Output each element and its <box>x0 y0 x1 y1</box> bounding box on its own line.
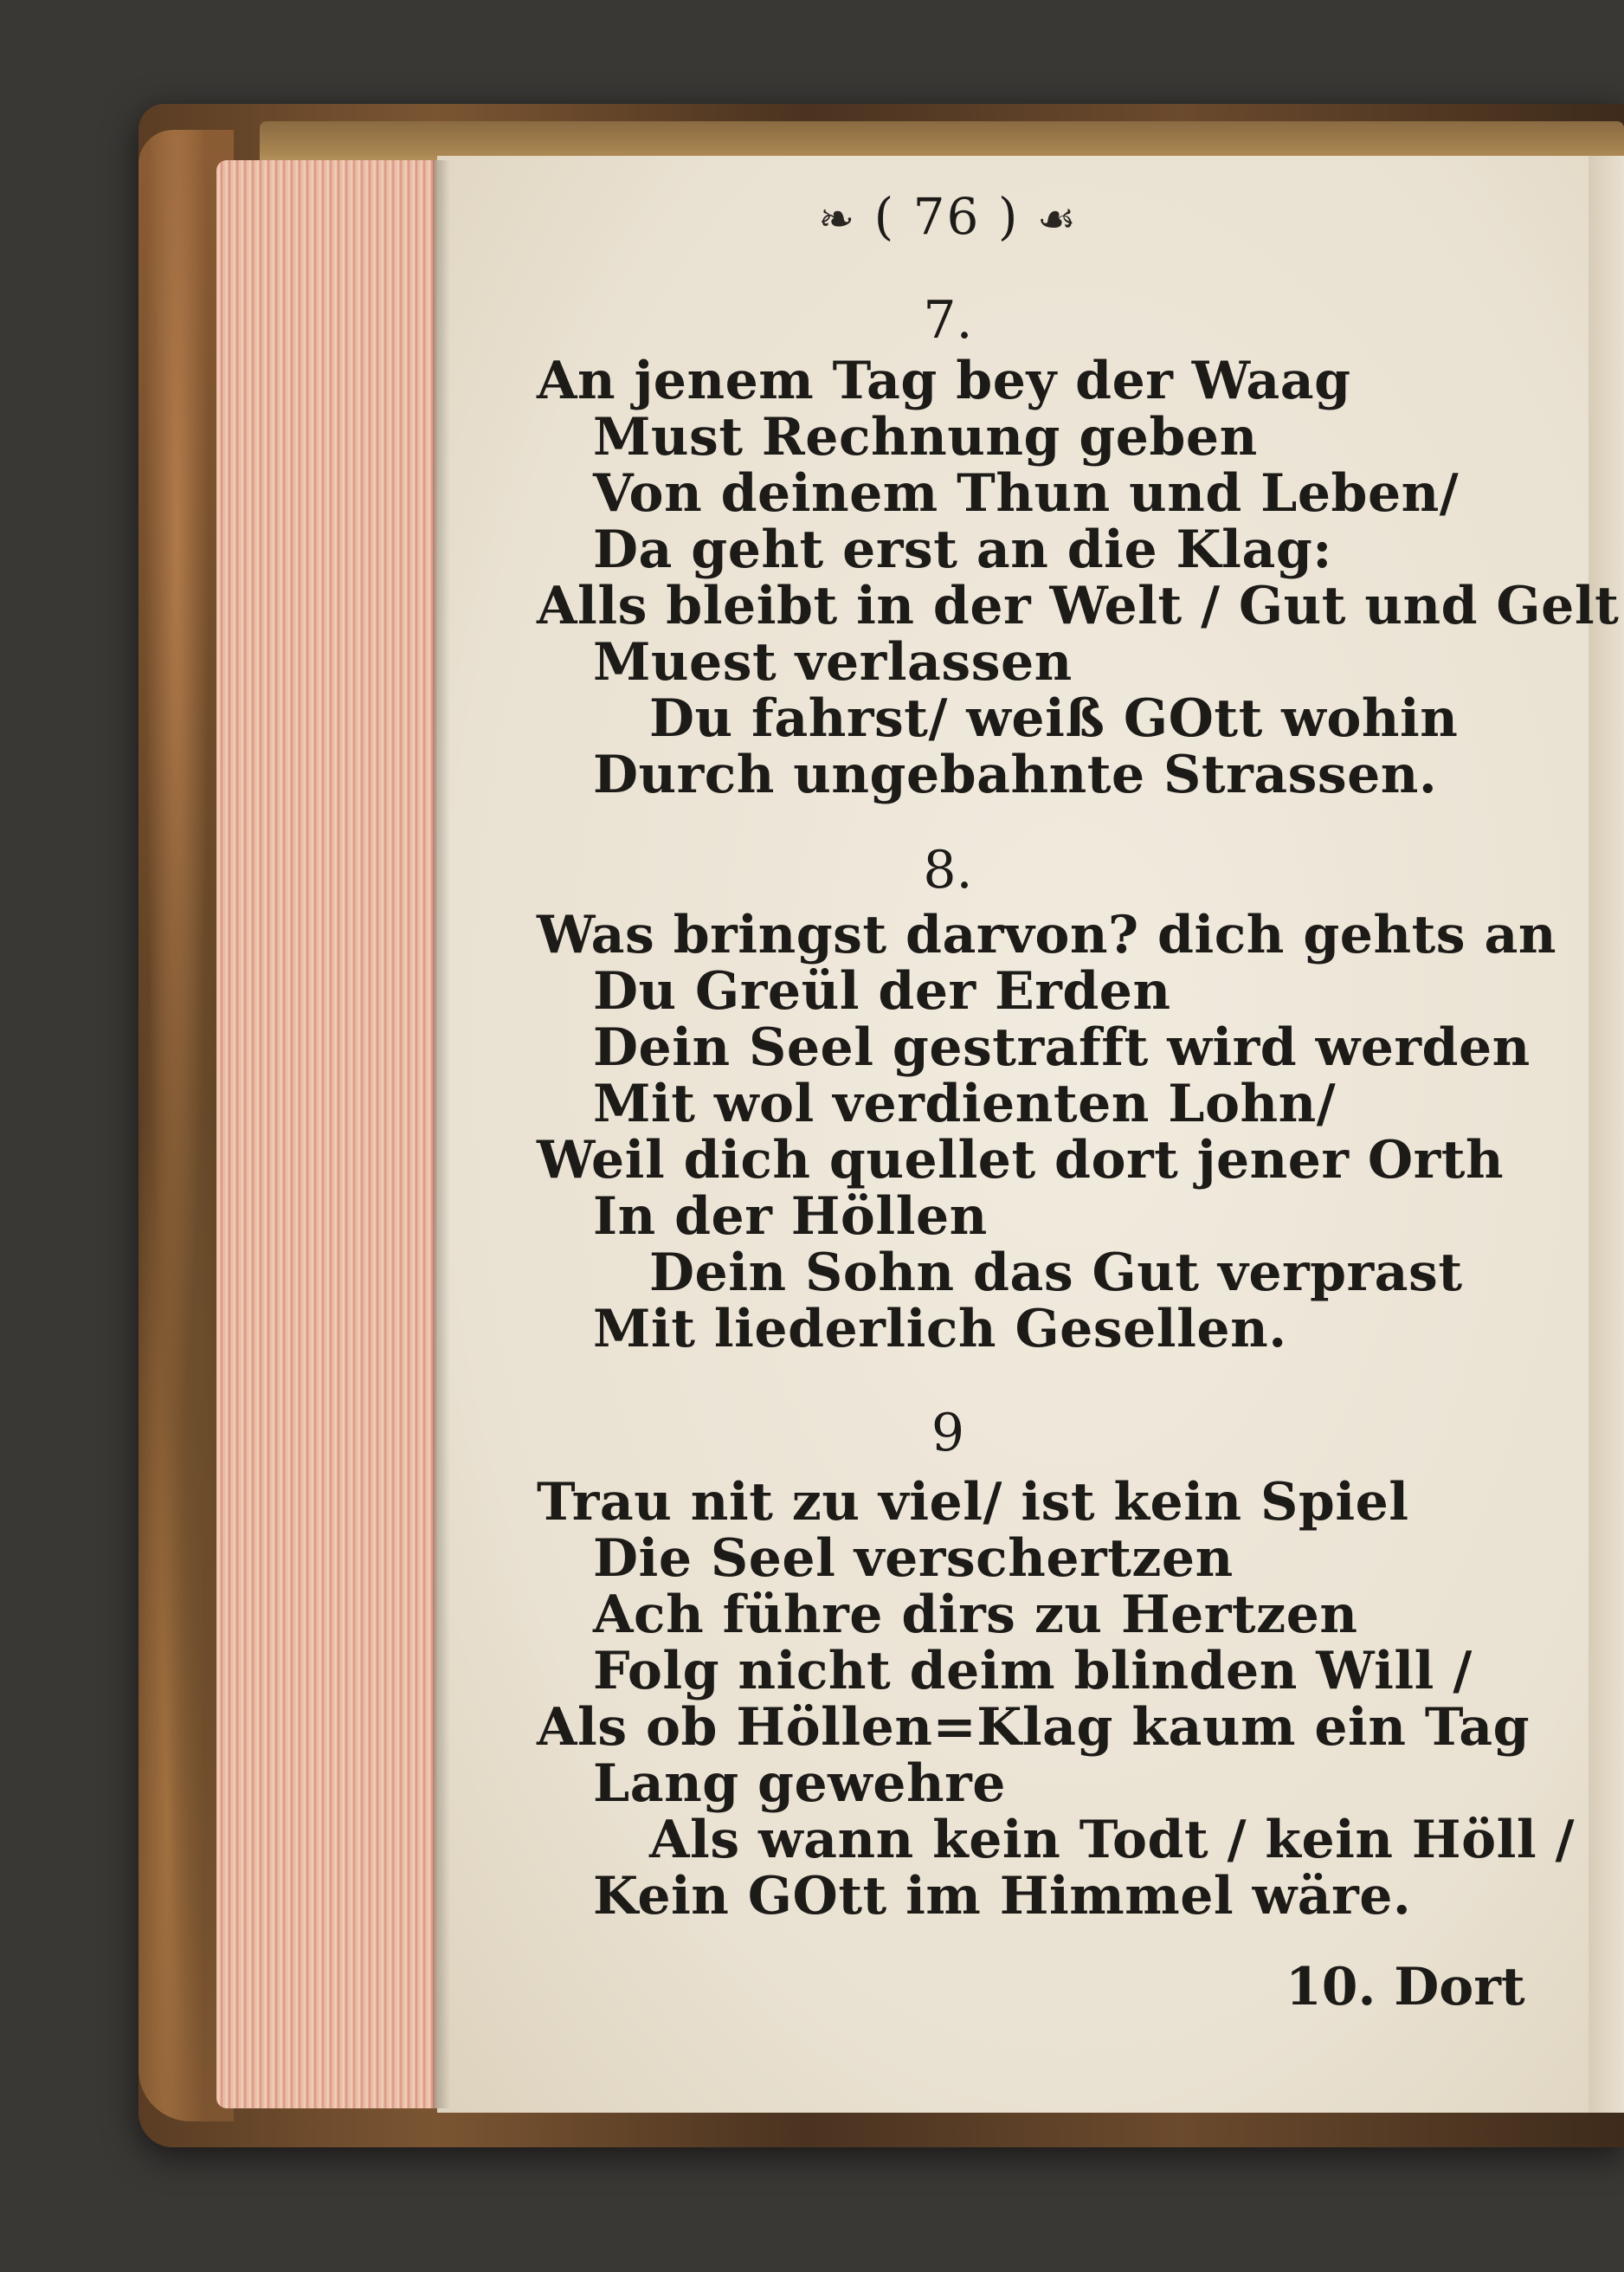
verse-line: Alls bleibt in der Welt / Gut und Gelt <box>537 576 1620 636</box>
ornament-left-icon: ❧ <box>818 194 857 244</box>
stanza-number: 7. <box>923 290 973 351</box>
verse-line: Folg nicht deim blinden Will / <box>593 1641 1473 1701</box>
page-text <box>437 156 1620 2113</box>
verse-line: Als ob Höllen=Klag kaum ein Tag <box>537 1697 1531 1758</box>
verse-line: In der Höllen <box>593 1186 988 1247</box>
verse-line: Die Seel verschertzen <box>593 1528 1234 1589</box>
verse-line: Dein Seel gestrafft wird werden <box>593 1017 1531 1078</box>
verse-line: Ach führe dirs zu Hertzen <box>593 1585 1358 1645</box>
verse-line: Du Greül der Erden <box>593 961 1171 1022</box>
verse-line: Was bringst darvon? dich gehts an <box>537 905 1556 965</box>
verse-line: Dein Sohn das Gut verprast <box>649 1242 1463 1303</box>
verse-line: Trau nit zu viel/ ist kein Spiel <box>537 1472 1409 1533</box>
verse-line: Durch ungebahnte Strassen. <box>593 745 1438 805</box>
verse-line: Mit wol verdienten Lohn/ <box>593 1074 1337 1134</box>
facing-page-edge <box>1589 156 1624 2113</box>
verse-line: An jenem Tag bey der Waag <box>537 351 1351 411</box>
verse-line: Weil dich quellet dort jener Orth <box>537 1130 1505 1191</box>
verse-line: Mit liederlich Gesellen. <box>593 1299 1287 1359</box>
verse-line: Kein GOtt im Himmel wäre. <box>593 1866 1412 1927</box>
verse-line: Da geht erst an die Klag: <box>593 520 1332 580</box>
verse-line: Du fahrst/ weiß GOtt wohin <box>649 688 1459 749</box>
verse-line: Als wann kein Todt / kein Höll / <box>649 1810 1576 1870</box>
catchword: 10. Dort <box>1286 1957 1525 2017</box>
page-edges <box>216 160 446 2108</box>
page-number: ( 76 ) <box>873 187 1020 246</box>
page-header <box>437 187 1459 246</box>
verse-line: Lang gewehre <box>593 1753 1006 1814</box>
verse-line: Von deinem Thun und Leben/ <box>593 463 1460 524</box>
stanza-number: 9 <box>931 1403 965 1463</box>
verse-line: Muest verlassen <box>593 632 1073 693</box>
ornament-right-icon: ☙ <box>1036 194 1078 244</box>
verse-line: Must Rechnung geben <box>593 407 1258 468</box>
stanza-number: 8. <box>923 840 973 900</box>
